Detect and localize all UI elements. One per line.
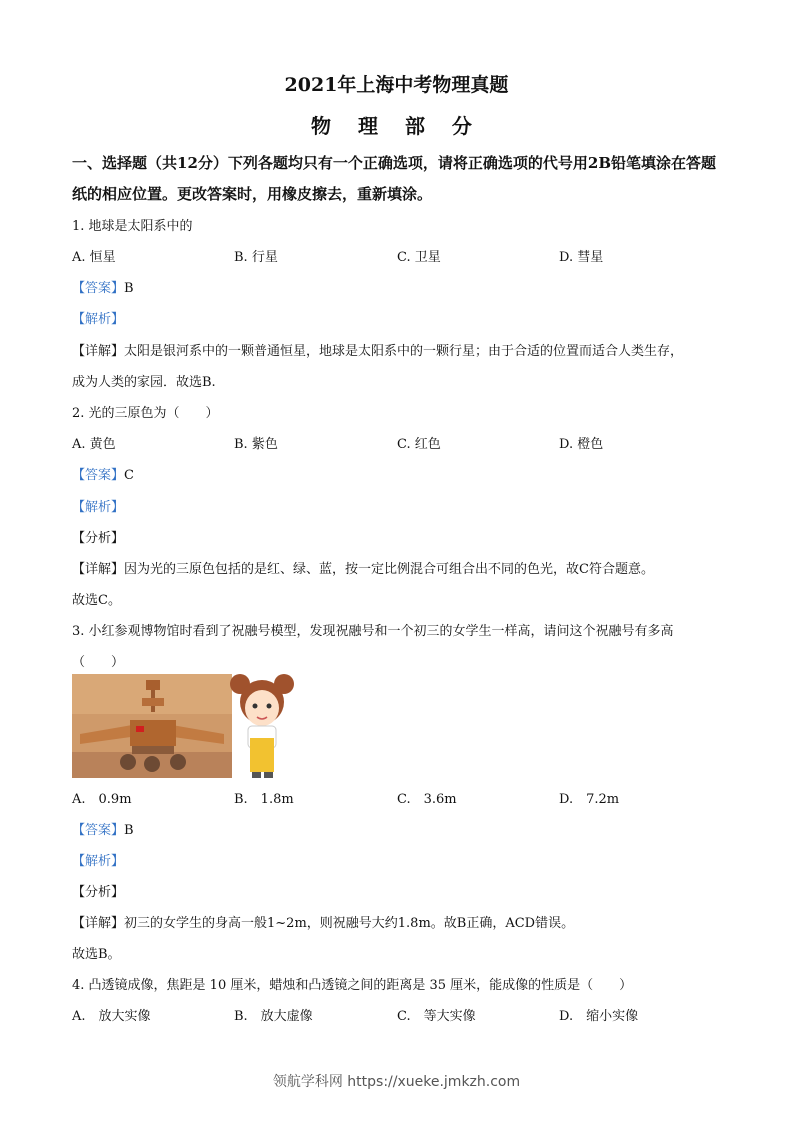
q4-stem: 4. 凸透镜成像，焦距是 10 厘米，蜡烛和凸透镜之间的距离是 35 厘米，能成像的性质是（ ） [72,978,633,993]
q1-analysis-tag: 【解析】 [72,312,125,327]
q2-option-d: D. 橙色 [559,437,604,452]
q4-option-b: B. 放大虚像 [234,1009,313,1024]
q2-analysis-tag: 【解析】 [72,500,125,515]
q4-option-d: D. 缩小实像 [559,1009,639,1024]
q3-detail-2: 故选B。 [72,947,121,962]
q4-option-a: A. 放大实像 [72,1009,151,1024]
q1-detail-1 [72,340,683,359]
answer-tag: 【答案】 [72,468,125,483]
rover-model-image [72,674,232,778]
q3-stem-2: （ ） [72,655,125,670]
q1-option-b: B. 行星 [234,250,278,265]
answer-tag: 【答案】 [72,823,125,838]
q1-detail-2: 成为人类的家园．故选B. [72,375,216,390]
q1-answer-value: B [124,281,134,296]
detail-tag: 【详解】 [72,916,125,931]
q4-option-c: C. 等大实像 [397,1009,476,1024]
q1-option-c: C. 卫星 [397,250,441,265]
q1-stem: 1. 地球是太阳系中的 [72,219,193,234]
q3-option-b: B. 1.8m [234,792,294,807]
q2-detail-text-1: 因为光的三原色包括的是红、绿、蓝，按一定比例混合可组合出不同的色光，故C符合题意。 [124,562,654,577]
q3-analysis-tag: 【解析】 [72,854,125,869]
q3-detail-1 [72,912,574,931]
q2-stem: 2. 光的三原色为（ ） [72,406,219,421]
q2-answer-value: C [124,468,134,483]
section-heading: 一、选择题（共12分）下列各题均只有一个正确选项，请将正确选项的代号用2B铅笔填涂在答题纸的相应位置。更改答案时，用橡皮擦去，重新填涂。 [72,154,716,203]
q3-fenxi-tag: 【分析】 [72,885,125,900]
q3-answer [72,819,134,838]
q3-option-d: D. 7.2m [559,792,620,807]
q2-option-c: C. 红色 [397,437,441,452]
q2-option-a: A. 黄色 [72,437,116,452]
q1-answer [72,277,134,296]
detail-tag: 【详解】 [72,344,125,359]
q2-fenxi-tag: 【分析】 [72,531,125,546]
answer-tag: 【答案】 [72,281,125,296]
q3-option-a: A. 0.9m [72,792,132,807]
q2-option-b: B. 紫色 [234,437,278,452]
q3-option-c: C. 3.6m [397,792,457,807]
q3-stem-1: 3. 小红参观博物馆时看到了祝融号模型，发现祝融号和一个初三的女学生一样高，请问这个祝融号有多高 [72,624,674,639]
q2-detail-1 [72,558,654,577]
page-subtitle: 物 理 部 分 [311,114,482,138]
q1-option-d: D. 彗星 [559,250,604,265]
page-title: 2021年上海中考物理真题 [284,74,509,96]
q1-detail-text-1: 太阳是银河系中的一颗普通恒星，地球是太阳系中的一颗行星；由于合适的位置而适合人类生存， [124,344,684,359]
page-footer: 领航学科网 https://xueke.jmkzh.com [272,1074,521,1090]
q2-detail-2: 故选C。 [72,593,121,608]
q2-answer [72,464,134,483]
detail-tag: 【详解】 [72,562,125,577]
q3-detail-text-1: 初三的女学生的身高一般1~2m，则祝融号大约1.8m。故B正确，ACD错误。 [124,916,575,931]
q1-option-a: A. 恒星 [72,250,116,265]
girl-cartoon-image [228,672,296,780]
q3-answer-value: B [124,823,134,838]
